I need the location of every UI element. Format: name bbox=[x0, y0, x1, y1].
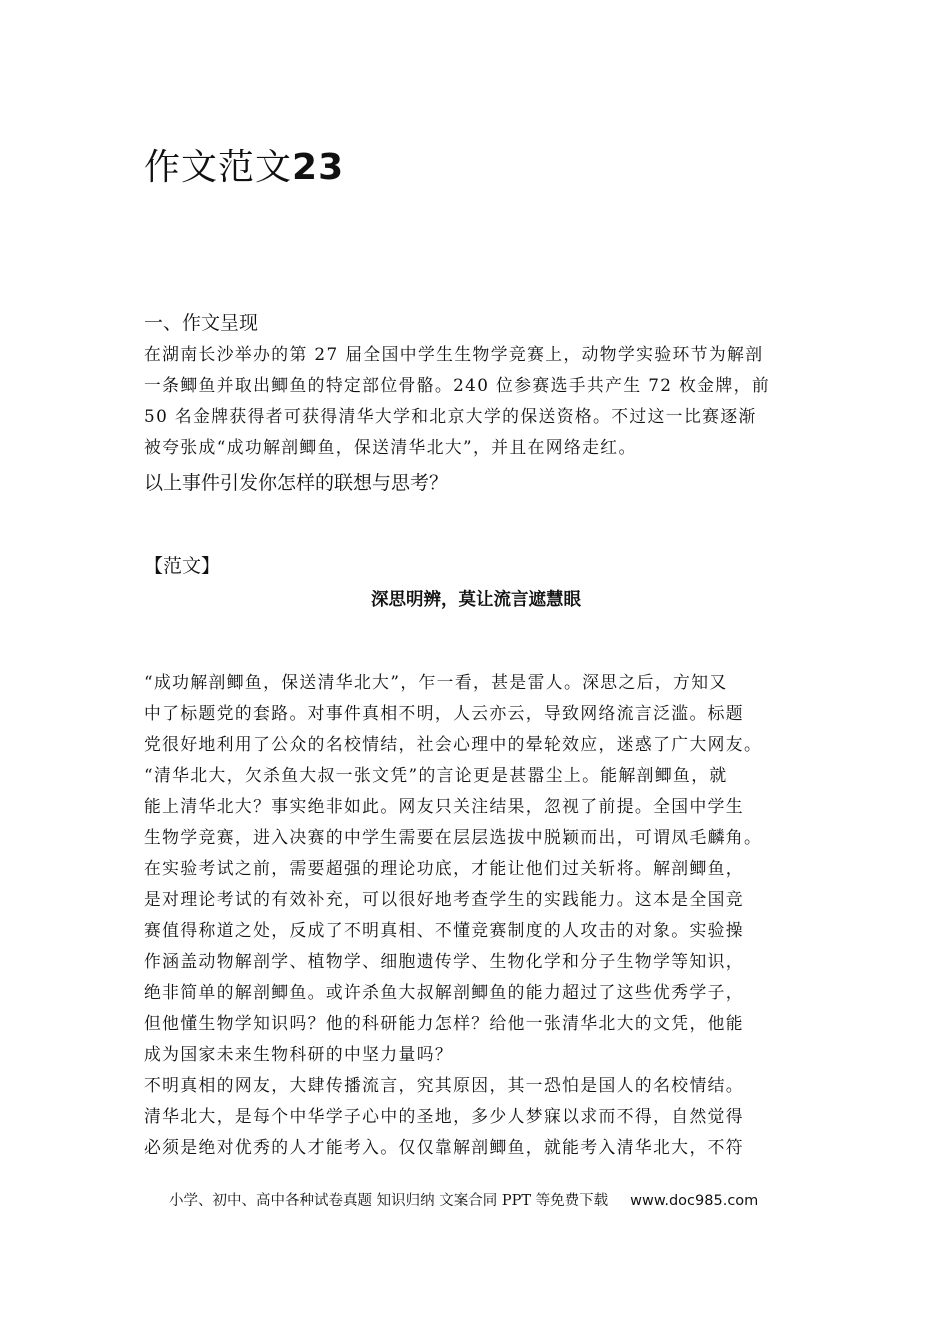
essay-line: 必须是绝对优秀的人才能考入。仅仅靠解剖鲫鱼，就能考入清华北大，不符 bbox=[144, 1137, 744, 1157]
prompt-line: 一条鲫鱼并取出鲫鱼的特定部位骨骼。240 位参赛选手共产生 72 枚金牌，前 bbox=[144, 375, 771, 395]
essay-line: 生物学竞赛，进入决赛的中学生需要在层层选拔中脱颖而出，可谓凤毛麟角。 bbox=[144, 827, 763, 847]
footer-text: 小学、初中、高中各种试卷真题 知识归纳 文案合同 PPT 等免费下载 bbox=[169, 1193, 609, 1209]
essay-line: 中了标题党的套路。对事件真相不明，人云亦云，导致网络流言泛滥。标题 bbox=[144, 703, 744, 723]
prompt-line: 50 名金牌获得者可获得清华大学和北京大学的保送资格。不过这一比赛逐渐 bbox=[144, 406, 757, 426]
essay-title: 深思明辨，莫让流言遮慧眼 bbox=[371, 590, 581, 610]
page-footer bbox=[169, 1190, 758, 1212]
essay-line: “清华北大，欠杀鱼大叔一张文凭”的言论更是甚嚣尘上。能解剖鲫鱼，就 bbox=[144, 765, 728, 785]
essay-line: 是对理论考试的有效补充，可以很好地考查学生的实践能力。这本是全国竞 bbox=[144, 889, 744, 909]
essay-line: 不明真相的网友，大肆传播流言，究其原因，其一恐怕是国人的名校情结。 bbox=[144, 1075, 744, 1095]
sample-label: 【范文】 bbox=[144, 555, 221, 577]
section-heading: 一、作文呈现 bbox=[144, 312, 259, 334]
essay-line: 党很好地利用了公众的名校情结，社会心理中的晕轮效应，迷惑了广大网友。 bbox=[144, 734, 763, 754]
essay-line: 赛值得称道之处，反成了不明真相、不懂竞赛制度的人攻击的对象。实验操 bbox=[144, 920, 744, 940]
prompt-line: 在湖南长沙举办的第 27 届全国中学生生物学竞赛上，动物学实验环节为解剖 bbox=[144, 344, 764, 364]
page-title bbox=[144, 146, 344, 190]
prompt-line: 被夸张成“成功解剖鲫鱼，保送清华北大”，并且在网络走红。 bbox=[144, 437, 637, 457]
page-title-number: 23 bbox=[292, 147, 345, 188]
essay-line: “成功解剖鲫鱼，保送清华北大”，乍一看，甚是雷人。深思之后，方知又 bbox=[144, 672, 728, 692]
essay-line: 作涵盖动物解剖学、植物学、细胞遗传学、生物化学和分子生物学等知识， bbox=[144, 951, 744, 971]
essay-line: 但他懂生物学知识吗？他的科研能力怎样？给他一张清华北大的文凭，他能 bbox=[144, 1013, 744, 1033]
page-title-text: 作文范文 bbox=[144, 147, 293, 188]
prompt-paragraph bbox=[144, 339, 808, 463]
essay-line: 成为国家未来生物科研的中坚力量吗？ bbox=[144, 1044, 454, 1064]
essay-line: 清华北大，是每个中华学子心中的圣地，多少人梦寐以求而不得，自然觉得 bbox=[144, 1106, 744, 1126]
essay-line: 在实验考试之前，需要超强的理论功底，才能让他们过关斩将。解剖鲫鱼， bbox=[144, 858, 744, 878]
footer-site-link[interactable]: www.doc985.com bbox=[630, 1193, 759, 1209]
question: 以上事件引发你怎样的联想与思考？ bbox=[144, 472, 449, 494]
essay-line: 能上清华北大？事实绝非如此。网友只关注结果，忽视了前提。全国中学生 bbox=[144, 796, 744, 816]
essay-body bbox=[144, 667, 808, 1163]
essay-line: 绝非简单的解剖鲫鱼。或许杀鱼大叔解剖鲫鱼的能力超过了这些优秀学子， bbox=[144, 982, 744, 1002]
